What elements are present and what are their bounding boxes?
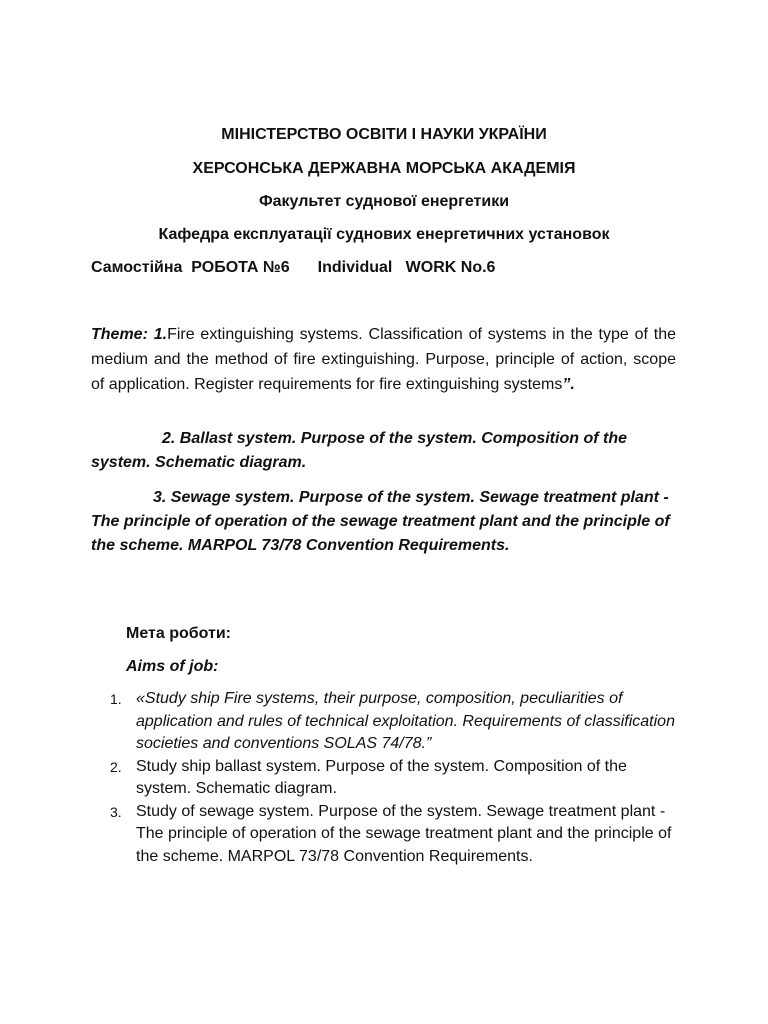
theme-item-3: 3. Sewage system. Purpose of the system. Sewage treatment plant -The principle of operation of the sewage treatment plant and the principle of the scheme. MARPOL 73/78 Convention Requirements. [91, 489, 670, 554]
academy-heading: ХЕРСОНСЬКА ДЕРЖАВНА МОРСЬКА АКАДЕМІЯ [192, 160, 576, 177]
theme-item-1 [91, 322, 676, 397]
aims-title-ua: Мета роботи: [126, 625, 231, 642]
aims-title-en: Aims of job: [126, 658, 219, 675]
aims-list-item [104, 688, 684, 756]
theme-item-2: 2. Ballast system. Purpose of the system. Composition of the system. Schematic diagram. [91, 430, 627, 471]
aims-list-item [104, 756, 684, 801]
work-title-en: Individual WORK No.6 [317, 259, 496, 276]
aims-item-number: 3. [110, 803, 122, 820]
aims-item-number: 1. [110, 691, 122, 707]
aims-item-text: Study of sewage system. Purpose of the system. Sewage treatment plant -The principle of operation of the sewage treatment plant and the principle of the scheme. MARPOL 73/78 Convention Requirements. [136, 802, 672, 865]
theme-item-1-text: Fire extinguishing systems. Classification of systems in the type of the medium and the method of fire extinguishing. Purpose, principle of action, scope of application. Register requirements for fire extinguishing systems [91, 326, 677, 393]
aims-item-text: «Study ship Fire systems, their purpose, composition, peculiarities of application and rules of technical exploitation. Requirements of classification societies and conventions SOLAS 74/78.” [136, 690, 675, 752]
aims-list-item [104, 801, 684, 869]
ministry-heading: МІНІСТЕРСТВО ОСВІТИ І НАУКИ УКРАЇНИ [221, 126, 547, 143]
work-title-ua: Самостійна РОБОТА №6 [91, 259, 290, 276]
faculty-heading: Факультет суднової енергетики [258, 193, 510, 210]
theme-label: Theme: 1. [91, 326, 168, 343]
work-title [91, 258, 495, 278]
theme-item-1-close: ”. [562, 376, 575, 393]
aims-item-text: Study ship ballast system. Purpose of the system. Composition of the system. Schematic diagram. [136, 757, 627, 797]
department-heading: Кафедра експлуатації суднових енергетичних установок [158, 226, 610, 243]
aims-item-number: 2. [110, 758, 122, 775]
aims-list [104, 688, 684, 868]
